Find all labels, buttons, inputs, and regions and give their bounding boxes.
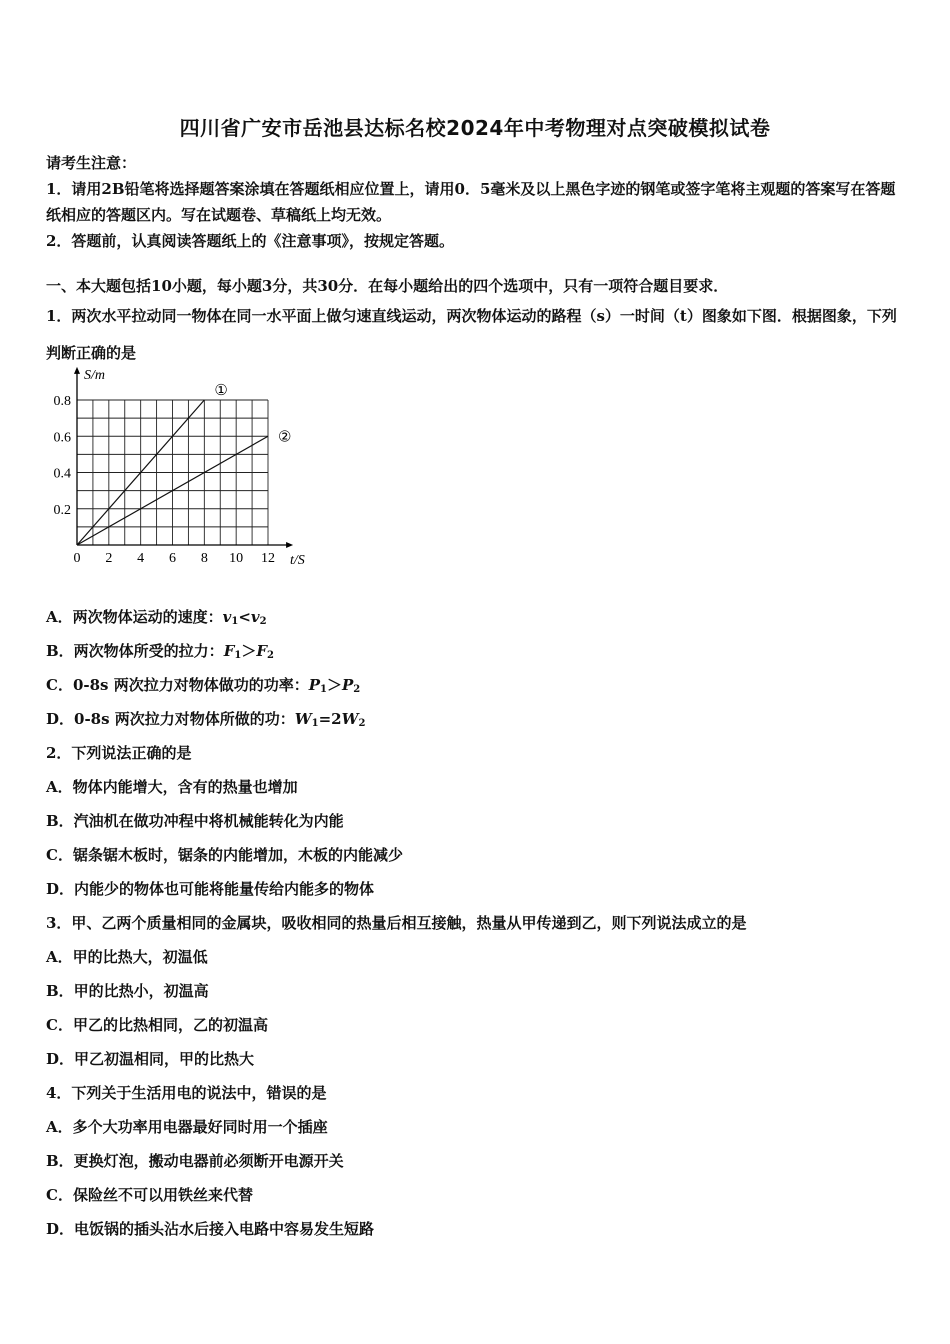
y-tick-label: 0.2 <box>53 502 71 518</box>
sub-2: 2 <box>358 718 366 729</box>
q4-option-d: D．电饭锅的插头沾水后接入电路中容易发生短路 <box>46 1220 375 1238</box>
x-axis-label: t/S <box>290 553 305 568</box>
sub-2: 2 <box>259 616 267 627</box>
q1-option-a <box>46 606 267 627</box>
question-4-stem: 4．下列关于生活用电的说法中，错误的是 <box>46 1084 327 1102</box>
series-label-2: ② <box>278 429 292 446</box>
sym-gt: ＞ <box>326 676 342 694</box>
sym-f2: F <box>256 642 267 660</box>
y-axis-label: S/m <box>84 367 105 383</box>
q2-option-d: D．内能少的物体也可能将能量传给内能多的物体 <box>46 880 375 898</box>
notice-heading: 请考生注意： <box>46 154 137 172</box>
q3-option-c: C．甲乙的比热相同，乙的初温高 <box>46 1016 268 1034</box>
sym-lt: < <box>238 608 251 626</box>
st-chart <box>40 365 330 580</box>
x-tick-label: 10 <box>229 551 244 566</box>
y-tick-label: 0.6 <box>53 430 71 446</box>
sym-f1: F <box>223 642 235 660</box>
y-tick-label: 0.4 <box>53 466 71 482</box>
section-heading: 一、本大题包括10小题，每小题3分，共30分．在每小题给出的四个选项中，只有一项符合题目要求． <box>46 277 729 295</box>
sym-v2: v <box>250 608 260 626</box>
sym-w1: W <box>294 710 312 728</box>
q3-option-b: B．甲的比热小，初温高 <box>46 982 209 1000</box>
question-3-stem: 3．甲、乙两个质量相同的金属块，吸收相同的热量后相互接触，热量从甲传递到乙，则下列说法成立的是 <box>46 914 747 932</box>
sub-1: 1 <box>320 684 327 695</box>
sym-w2: W <box>341 710 359 728</box>
x-tick-label: 6 <box>169 551 176 566</box>
sub-2: 2 <box>266 650 274 661</box>
notice-item-2: 2．答题前，认真阅读答题纸上的《注意事项》，按规定答题。 <box>46 232 454 250</box>
sym-p1: P <box>308 676 320 694</box>
q1-option-a-text: A．两次物体运动的速度： <box>46 608 223 626</box>
x-tick-label: 12 <box>261 551 275 566</box>
q2-option-a: A．物体内能增大，含有的热量也增加 <box>46 778 298 796</box>
q2-option-b: B．汽油机在做功冲程中将机械能转化为内能 <box>46 812 344 830</box>
question-2-stem: 2．下列说法正确的是 <box>46 744 192 762</box>
q1-option-b-text: B．两次物体所受的拉力： <box>46 642 224 660</box>
sym-v1: v <box>222 608 232 626</box>
x-tick-label: 2 <box>105 551 113 566</box>
q4-option-a: A．多个大功率用电器最好同时用一个插座 <box>46 1118 328 1136</box>
chart-grid <box>77 400 268 545</box>
sym-p2: P <box>341 676 354 694</box>
sub-1: 1 <box>234 650 242 661</box>
x-tick-label: 0 <box>73 551 81 566</box>
x-tick-label: 4 <box>137 551 145 566</box>
q1-option-c-text: C．0-8s 两次拉力对物体做功的功率： <box>46 676 309 694</box>
q3-option-a: A．甲的比热大，初温低 <box>46 948 208 966</box>
sub-2: 2 <box>353 684 361 695</box>
page-title: 四川省广安市岳池县达标名校2024年中考物理对点突破模拟试卷 <box>179 116 771 140</box>
series-label-1: ① <box>214 383 228 399</box>
x-axis-arrow-icon <box>286 542 293 548</box>
q1-option-d-text: D．0-8s 两次拉力对物体所做的功： <box>46 710 295 728</box>
chart-ticks <box>54 394 276 566</box>
q3-option-d: D．甲乙初温相同，甲的比热大 <box>46 1050 255 1068</box>
q1-option-d <box>46 708 365 729</box>
y-axis-arrow-icon <box>74 367 80 374</box>
q2-option-c: C．锯条锯木板时，锯条的内能增加，木板的内能减少 <box>46 846 403 864</box>
q1-option-c <box>46 674 360 695</box>
notice-block <box>46 150 906 254</box>
sub-1: 1 <box>231 616 239 627</box>
notice-item-1: 1．请用2B铅笔将选择题答案涂填在答题纸相应位置上，请用0．5毫米及以上黑色字迹的钢笔或签字笔将主观题的答案写在答题纸相应的答题区内。写在试题卷、草稿纸上均无效。 <box>46 180 896 224</box>
q1-option-b <box>46 640 274 661</box>
sub-1: 1 <box>311 718 319 729</box>
sym-eq2: =2 <box>318 710 342 728</box>
x-tick-label: 8 <box>200 551 208 566</box>
q4-option-b: B．更换灯泡，搬动电器前必须断开电源开关 <box>46 1152 344 1170</box>
question-1-stem: 1．两次水平拉动同一物体在同一水平面上做匀速直线运动，两次物体运动的路程（s）一时间（t）图象如下图．根据图象，下列判断正确的是 <box>46 307 897 362</box>
y-tick-label: 0.8 <box>53 394 71 409</box>
sym-gt: ＞ <box>241 642 257 660</box>
q4-option-c: C．保险丝不可以用铁丝来代替 <box>46 1186 253 1204</box>
